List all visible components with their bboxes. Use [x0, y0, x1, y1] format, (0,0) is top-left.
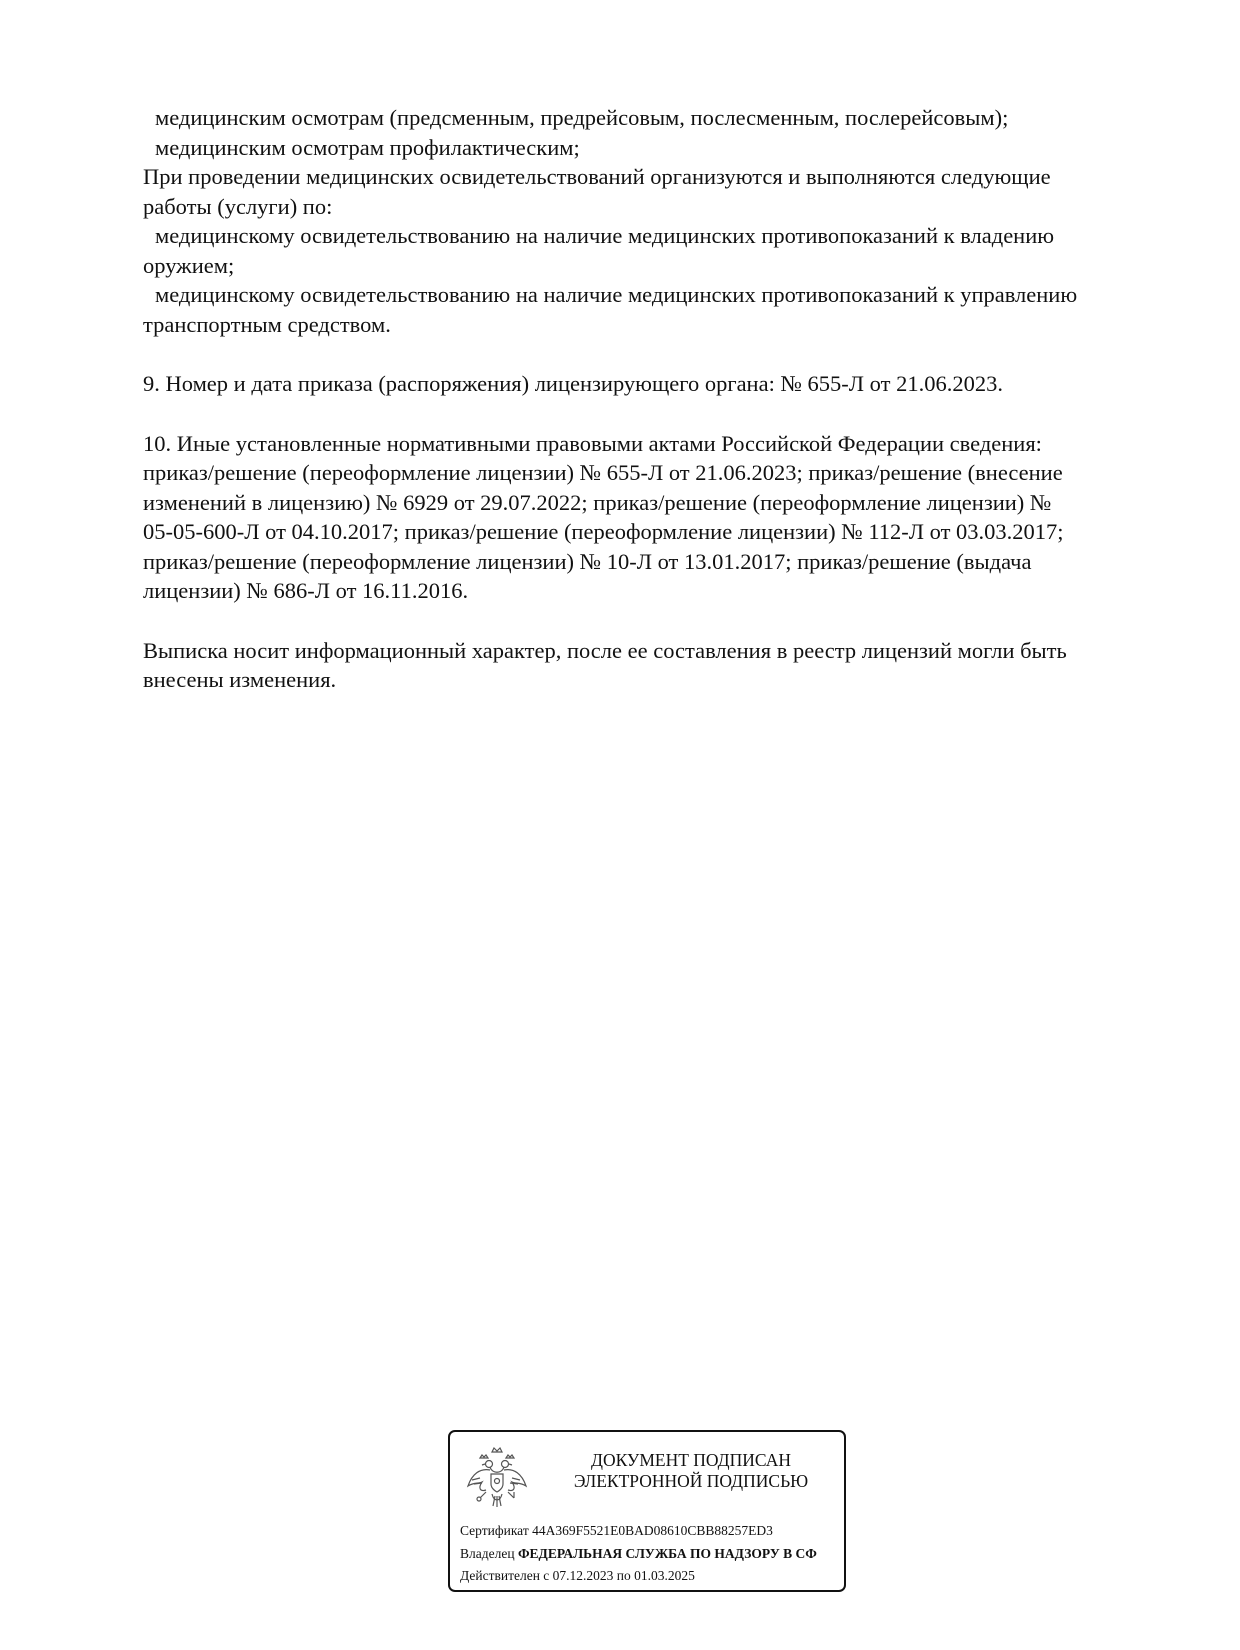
owner-value: ФЕДЕРАЛЬНАЯ СЛУЖБА ПО НАДЗОРУ В СФ — [517, 1545, 817, 1561]
certificate-row — [460, 1520, 817, 1543]
electronic-signature-stamp — [448, 1430, 846, 1592]
section-10-line: приказ/решение (переоформление лицензии) № 655-Л от 21.06.2023; приказ/решение (внесение — [143, 460, 1063, 485]
section-10-line: изменений в лицензию) № 6929 от 29.07.2022; приказ/решение (переоформление лицензии) № — [143, 489, 1052, 515]
paragraph-gap — [143, 606, 1153, 636]
section-10-line: лицензии) № 686-Л от 16.11.2016. — [143, 578, 469, 603]
validity-row: Действителен с 07.12.2023 по 01.03.2025 — [460, 1568, 695, 1583]
stamp-title-line: ЭЛЕКТРОННОЙ ПОДПИСЬЮ — [573, 1471, 809, 1491]
stamp-details — [460, 1520, 817, 1588]
owner-label: Владелец — [460, 1545, 515, 1561]
paragraph-gap — [143, 399, 1153, 429]
disclaimer-line: внесены изменения. — [143, 667, 337, 692]
service-item-line: оружием; — [143, 252, 235, 278]
certificate-label: Сертификат — [460, 1523, 529, 1538]
section-10-line: 10. Иные установленные нормативными правовыми актами Российской Федерации сведения: — [143, 430, 1042, 456]
owner-row — [460, 1543, 817, 1566]
disclaimer-line: Выписка носит информационный характер, после ее составления в реестр лицензий могли быть — [143, 637, 1067, 663]
service-item-line: медицинским осмотрам профилактическим; — [155, 134, 580, 160]
service-item-line: транспортным средством. — [143, 311, 391, 337]
stamp-title — [546, 1450, 836, 1492]
paragraph-gap — [143, 339, 1153, 369]
section-10-line: 05-05-600-Л от 04.10.2017; приказ/решение (переоформление лицензии) № 112-Л от 03.03.2017; — [143, 519, 1064, 544]
service-item-line: медицинскому освидетельствованию на наличие медицинских противопоказаний к владению — [155, 223, 1055, 248]
stamp-title-line: ДОКУМЕНТ ПОДПИСАН — [591, 1450, 791, 1470]
russian-coat-of-arms-icon — [462, 1444, 532, 1514]
services-intro-line: работы (услуги) по: — [143, 193, 333, 219]
document-body — [143, 103, 1153, 695]
section-9-order-number: 9. Номер и дата приказа (распоряжения) лицензирующего органа: № 655-Л от 21.06.2023. — [143, 371, 1003, 396]
certificate-value: 44A369F5521E0BAD08610CBB88257ED3 — [532, 1523, 773, 1538]
service-item-line: медицинским осмотрам (предсменным, предрейсовым, послесменным, послерейсовым); — [155, 105, 1009, 130]
services-intro-line: При проведении медицинских освидетельствований организуются и выполняются следующие — [143, 164, 1051, 189]
service-item-line: медицинскому освидетельствованию на наличие медицинских противопоказаний к управлению — [155, 282, 1078, 307]
section-10-line: приказ/решение (переоформление лицензии) № 10-Л от 13.01.2017; приказ/решение (выдача — [143, 548, 1032, 574]
